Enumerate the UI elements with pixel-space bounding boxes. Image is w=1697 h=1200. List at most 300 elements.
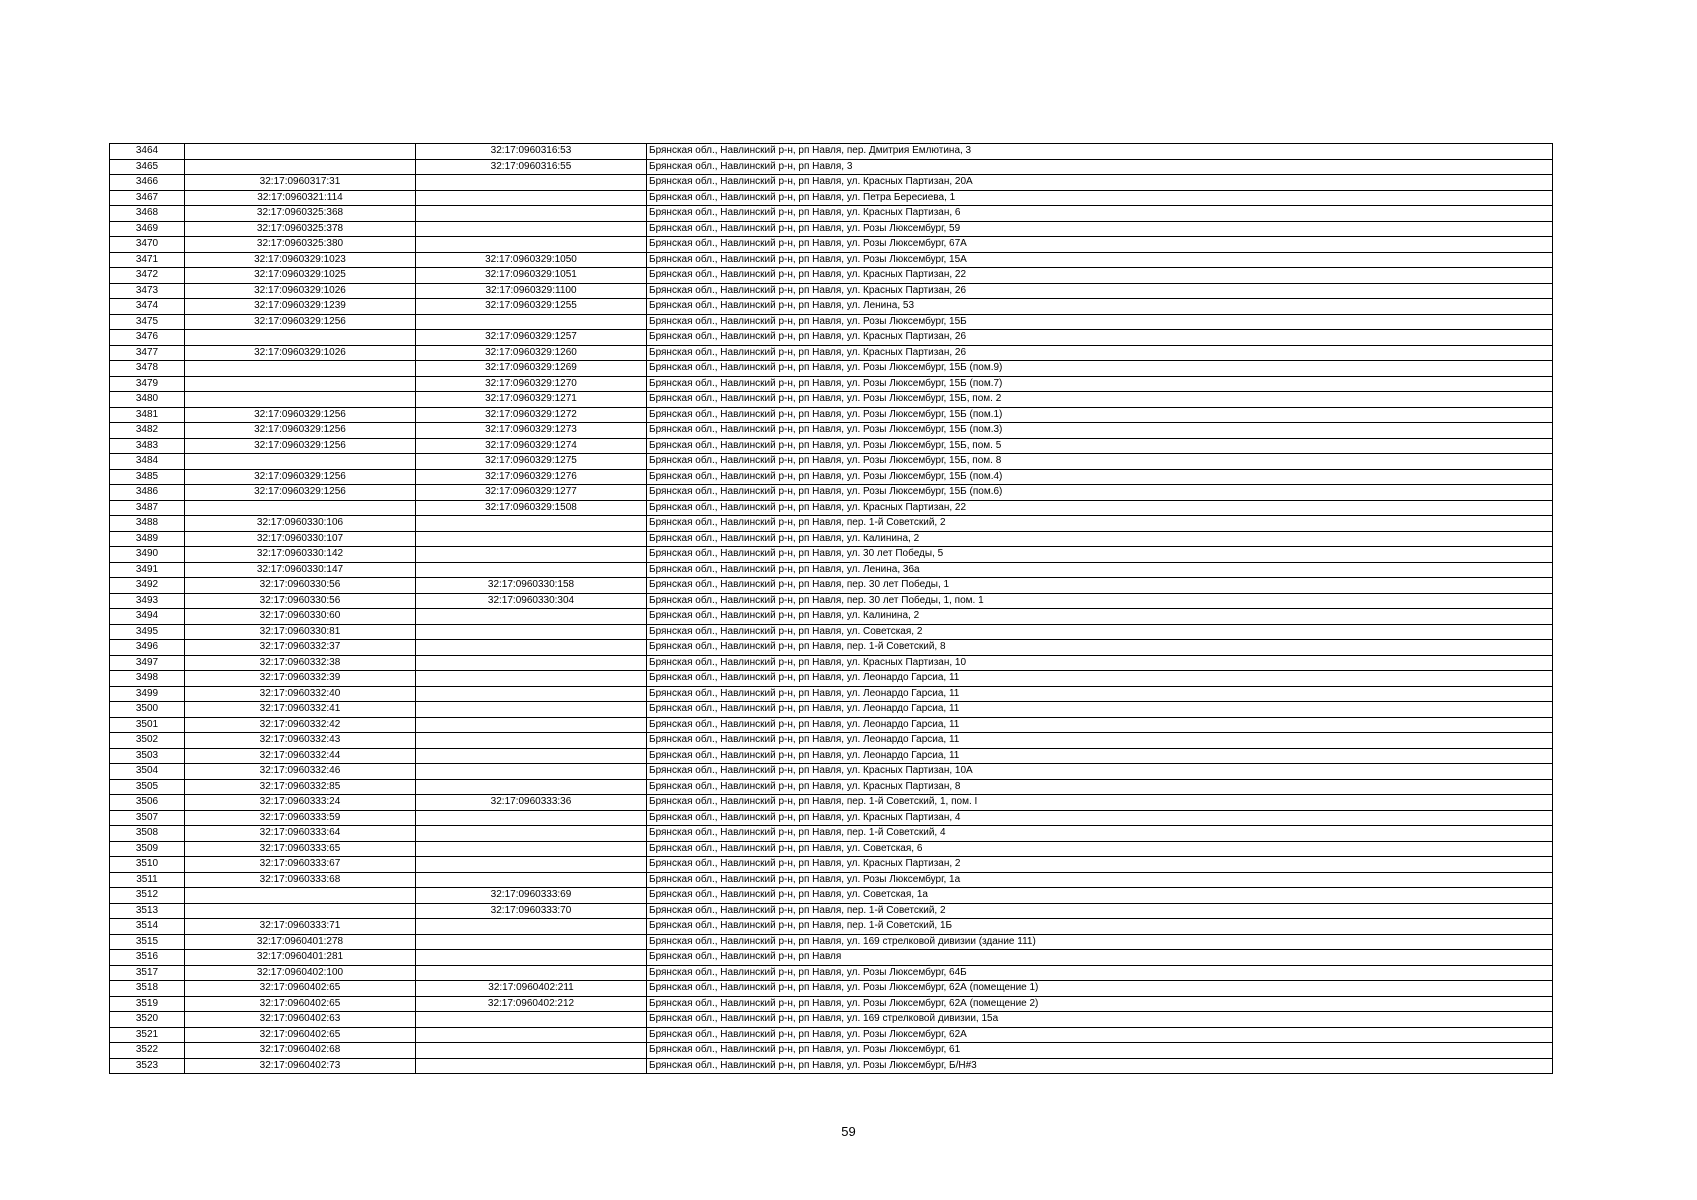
row-number-cell: 3511 [110, 872, 185, 888]
cadastral-number-object-cell: 32:17:0960333:69 [416, 888, 647, 904]
row-number-cell: 3497 [110, 655, 185, 671]
cadastral-number-land-cell: 32:17:0960329:1256 [185, 469, 416, 485]
cadastral-number-object-cell: 32:17:0960402:212 [416, 996, 647, 1012]
table-row [110, 841, 1553, 857]
address-cell: Брянская обл., Навлинский р-н, рп Навля, ул. Красных Партизан, 6 [647, 206, 1553, 222]
row-number-cell: 3491 [110, 562, 185, 578]
row-number-cell: 3501 [110, 717, 185, 733]
row-number-cell: 3495 [110, 624, 185, 640]
address-cell: Брянская обл., Навлинский р-н, рп Навля, ул. Леонардо Гарсиа, 11 [647, 717, 1553, 733]
address-cell: Брянская обл., Навлинский р-н, рп Навля, ул. Леонардо Гарсиа, 11 [647, 702, 1553, 718]
address-cell: Брянская обл., Навлинский р-н, рп Навля, ул. Красных Партизан, 10 [647, 655, 1553, 671]
cadastral-number-object-cell: 32:17:0960333:70 [416, 903, 647, 919]
cadastral-number-land-cell: 32:17:0960332:43 [185, 733, 416, 749]
address-cell: Брянская обл., Навлинский р-н, рп Навля, ул. Розы Люксембург, 15А [647, 252, 1553, 268]
cadastral-number-land-cell [185, 888, 416, 904]
table-row [110, 764, 1553, 780]
table-row [110, 438, 1553, 454]
cadastral-number-object-cell [416, 748, 647, 764]
row-number-cell: 3498 [110, 671, 185, 687]
row-number-cell: 3507 [110, 810, 185, 826]
cadastral-number-land-cell: 32:17:0960329:1023 [185, 252, 416, 268]
row-number-cell: 3506 [110, 795, 185, 811]
row-number-cell: 3518 [110, 981, 185, 997]
row-number-cell: 3490 [110, 547, 185, 563]
row-number-cell: 3517 [110, 965, 185, 981]
row-number-cell: 3487 [110, 500, 185, 516]
address-cell: Брянская обл., Навлинский р-н, рп Навля, ул. Советская, 1а [647, 888, 1553, 904]
cadastral-number-land-cell: 32:17:0960330:107 [185, 531, 416, 547]
cadastral-number-object-cell: 32:17:0960329:1100 [416, 283, 647, 299]
table-body [110, 144, 1553, 1074]
cadastral-number-object-cell: 32:17:0960329:1277 [416, 485, 647, 501]
table-row [110, 531, 1553, 547]
table-row [110, 454, 1553, 470]
cadastral-number-object-cell [416, 190, 647, 206]
cadastral-number-object-cell: 32:17:0960330:158 [416, 578, 647, 594]
cadastral-number-object-cell: 32:17:0960329:1270 [416, 376, 647, 392]
cadastral-number-land-cell [185, 500, 416, 516]
table-row [110, 919, 1553, 935]
row-number-cell: 3488 [110, 516, 185, 532]
address-cell: Брянская обл., Навлинский р-н, рп Навля, ул. Розы Люксембург, 62А [647, 1027, 1553, 1043]
row-number-cell: 3492 [110, 578, 185, 594]
table-row [110, 469, 1553, 485]
cadastral-number-land-cell [185, 361, 416, 377]
row-number-cell: 3480 [110, 392, 185, 408]
address-cell: Брянская обл., Навлинский р-н, рп Навля, ул. Красных Партизан, 26 [647, 330, 1553, 346]
cadastral-number-land-cell: 32:17:0960402:63 [185, 1012, 416, 1028]
cadastral-number-object-cell: 32:17:0960316:55 [416, 159, 647, 175]
table-row [110, 376, 1553, 392]
row-number-cell: 3472 [110, 268, 185, 284]
cadastral-number-land-cell: 32:17:0960401:278 [185, 934, 416, 950]
cadastral-number-land-cell: 32:17:0960333:24 [185, 795, 416, 811]
cadastral-number-object-cell [416, 1012, 647, 1028]
row-number-cell: 3471 [110, 252, 185, 268]
table-row [110, 888, 1553, 904]
cadastral-number-land-cell: 32:17:0960329:1025 [185, 268, 416, 284]
address-cell: Брянская обл., Навлинский р-н, рп Навля, ул. Розы Люксембург, 62А (помещение 1) [647, 981, 1553, 997]
table-row [110, 950, 1553, 966]
cadastral-number-object-cell: 32:17:0960316:53 [416, 144, 647, 160]
row-number-cell: 3523 [110, 1058, 185, 1074]
table-row [110, 159, 1553, 175]
address-cell: Брянская обл., Навлинский р-н, рп Навля, ул. Красных Партизан, 10А [647, 764, 1553, 780]
row-number-cell: 3512 [110, 888, 185, 904]
row-number-cell: 3503 [110, 748, 185, 764]
row-number-cell: 3469 [110, 221, 185, 237]
row-number-cell: 3513 [110, 903, 185, 919]
address-cell: Брянская обл., Навлинский р-н, рп Навля, ул. Розы Люксембург, 67А [647, 237, 1553, 253]
table-row [110, 175, 1553, 191]
cadastral-number-land-cell: 32:17:0960330:142 [185, 547, 416, 563]
address-cell: Брянская обл., Навлинский р-н, рп Навля, ул. Калинина, 2 [647, 609, 1553, 625]
address-cell: Брянская обл., Навлинский р-н, рп Навля, ул. Советская, 2 [647, 624, 1553, 640]
address-cell: Брянская обл., Навлинский р-н, рп Навля, пер. 1-й Советский, 2 [647, 516, 1553, 532]
row-number-cell: 3478 [110, 361, 185, 377]
cadastral-number-land-cell: 32:17:0960402:65 [185, 981, 416, 997]
cadastral-number-object-cell [416, 1058, 647, 1074]
cadastral-number-land-cell: 32:17:0960333:65 [185, 841, 416, 857]
address-cell: Брянская обл., Навлинский р-н, рп Навля, ул. Красных Партизан, 2 [647, 857, 1553, 873]
address-cell: Брянская обл., Навлинский р-н, рп Навля, 3 [647, 159, 1553, 175]
row-number-cell: 3494 [110, 609, 185, 625]
cadastral-number-object-cell [416, 950, 647, 966]
cadastral-number-land-cell: 32:17:0960329:1256 [185, 485, 416, 501]
row-number-cell: 3470 [110, 237, 185, 253]
cadastral-number-land-cell: 32:17:0960329:1256 [185, 407, 416, 423]
row-number-cell: 3475 [110, 314, 185, 330]
address-cell: Брянская обл., Навлинский р-н, рп Навля, ул. Розы Люксембург, 15Б [647, 314, 1553, 330]
cadastral-number-object-cell [416, 206, 647, 222]
cadastral-number-object-cell: 32:17:0960329:1274 [416, 438, 647, 454]
row-number-cell: 3468 [110, 206, 185, 222]
cadastral-number-object-cell: 32:17:0960329:1272 [416, 407, 647, 423]
table-row [110, 795, 1553, 811]
cadastral-number-land-cell: 32:17:0960402:65 [185, 996, 416, 1012]
row-number-cell: 3509 [110, 841, 185, 857]
address-cell: Брянская обл., Навлинский р-н, рп Навля, пер. 30 лет Победы, 1 [647, 578, 1553, 594]
address-cell: Брянская обл., Навлинский р-н, рп Навля, ул. Розы Люксембург, 1а [647, 872, 1553, 888]
row-number-cell: 3482 [110, 423, 185, 439]
cadastral-number-object-cell [416, 702, 647, 718]
table-row [110, 624, 1553, 640]
address-cell: Брянская обл., Навлинский р-н, рп Навля, пер. 1-й Советский, 8 [647, 640, 1553, 656]
address-cell: Брянская обл., Навлинский р-н, рп Навля, ул. Калинина, 2 [647, 531, 1553, 547]
row-number-cell: 3481 [110, 407, 185, 423]
address-cell: Брянская обл., Навлинский р-н, рп Навля, ул. Розы Люксембург, 62А (помещение 2) [647, 996, 1553, 1012]
row-number-cell: 3466 [110, 175, 185, 191]
cadastral-number-land-cell: 32:17:0960330:56 [185, 593, 416, 609]
cadastral-number-land-cell: 32:17:0960329:1239 [185, 299, 416, 315]
row-number-cell: 3474 [110, 299, 185, 315]
cadastral-number-object-cell [416, 717, 647, 733]
cadastral-number-object-cell [416, 671, 647, 687]
table-row [110, 1027, 1553, 1043]
row-number-cell: 3473 [110, 283, 185, 299]
cadastral-number-land-cell [185, 392, 416, 408]
cadastral-number-land-cell: 32:17:0960329:1026 [185, 345, 416, 361]
row-number-cell: 3496 [110, 640, 185, 656]
cadastral-number-object-cell: 32:17:0960333:36 [416, 795, 647, 811]
cadastral-number-object-cell [416, 516, 647, 532]
table-row [110, 826, 1553, 842]
cadastral-number-object-cell [416, 965, 647, 981]
address-cell: Брянская обл., Навлинский р-н, рп Навля, пер. 1-й Советский, 4 [647, 826, 1553, 842]
address-cell: Брянская обл., Навлинский р-н, рп Навля, ул. Красных Партизан, 22 [647, 268, 1553, 284]
cadastral-number-object-cell [416, 934, 647, 950]
row-number-cell: 3467 [110, 190, 185, 206]
cadastral-number-object-cell [416, 175, 647, 191]
address-cell: Брянская обл., Навлинский р-н, рп Навля, ул. Красных Партизан, 4 [647, 810, 1553, 826]
cadastral-number-object-cell: 32:17:0960329:1051 [416, 268, 647, 284]
address-cell: Брянская обл., Навлинский р-н, рп Навля, ул. Розы Люксембург, 15Б (пом.3) [647, 423, 1553, 439]
cadastral-number-land-cell: 32:17:0960330:81 [185, 624, 416, 640]
cadastral-number-land-cell: 32:17:0960332:42 [185, 717, 416, 733]
table-row [110, 981, 1553, 997]
table-row [110, 1012, 1553, 1028]
cadastral-table [109, 143, 1553, 1074]
table-row [110, 283, 1553, 299]
cadastral-number-land-cell: 32:17:0960332:40 [185, 686, 416, 702]
page-number: 59 [841, 1124, 856, 1139]
address-cell: Брянская обл., Навлинский р-н, рп Навля, ул. Леонардо Гарсиа, 11 [647, 686, 1553, 702]
address-cell: Брянская обл., Навлинский р-н, рп Навля, ул. 169 стрелковой дивизии (здание 111) [647, 934, 1553, 950]
table-row [110, 407, 1553, 423]
cadastral-number-object-cell [416, 733, 647, 749]
table-row [110, 206, 1553, 222]
cadastral-number-land-cell: 32:17:0960325:368 [185, 206, 416, 222]
table-row [110, 702, 1553, 718]
row-number-cell: 3499 [110, 686, 185, 702]
table-row [110, 671, 1553, 687]
cadastral-number-object-cell [416, 314, 647, 330]
row-number-cell: 3520 [110, 1012, 185, 1028]
cadastral-number-object-cell: 32:17:0960329:1276 [416, 469, 647, 485]
cadastral-number-object-cell: 32:17:0960329:1050 [416, 252, 647, 268]
cadastral-number-object-cell [416, 857, 647, 873]
address-cell: Брянская обл., Навлинский р-н, рп Навля, ул. Ленина, 36а [647, 562, 1553, 578]
row-number-cell: 3500 [110, 702, 185, 718]
address-cell: Брянская обл., Навлинский р-н, рп Навля, пер. 1-й Советский, 2 [647, 903, 1553, 919]
row-number-cell: 3484 [110, 454, 185, 470]
row-number-cell: 3464 [110, 144, 185, 160]
cadastral-number-object-cell [416, 640, 647, 656]
address-cell: Брянская обл., Навлинский р-н, рп Навля, ул. Красных Партизан, 20А [647, 175, 1553, 191]
table-row [110, 392, 1553, 408]
row-number-cell: 3514 [110, 919, 185, 935]
table-row [110, 190, 1553, 206]
address-cell: Брянская обл., Навлинский р-н, рп Навля [647, 950, 1553, 966]
row-number-cell: 3522 [110, 1043, 185, 1059]
table-row [110, 144, 1553, 160]
cadastral-number-object-cell [416, 919, 647, 935]
address-cell: Брянская обл., Навлинский р-н, рп Навля, пер. 1-й Советский, 1Б [647, 919, 1553, 935]
cadastral-number-land-cell: 32:17:0960325:380 [185, 237, 416, 253]
row-number-cell: 3483 [110, 438, 185, 454]
row-number-cell: 3504 [110, 764, 185, 780]
row-number-cell: 3502 [110, 733, 185, 749]
table-row [110, 717, 1553, 733]
address-cell: Брянская обл., Навлинский р-н, рп Навля, ул. Розы Люксембург, 59 [647, 221, 1553, 237]
address-cell: Брянская обл., Навлинский р-н, рп Навля, ул. Розы Люксембург, 15Б (пом.1) [647, 407, 1553, 423]
table-row [110, 810, 1553, 826]
address-cell: Брянская обл., Навлинский р-н, рп Навля, ул. 30 лет Победы, 5 [647, 547, 1553, 563]
table-row [110, 562, 1553, 578]
cadastral-number-land-cell: 32:17:0960332:41 [185, 702, 416, 718]
cadastral-number-land-cell: 32:17:0960332:85 [185, 779, 416, 795]
cadastral-number-object-cell [416, 810, 647, 826]
cadastral-number-object-cell [416, 221, 647, 237]
cadastral-number-land-cell [185, 144, 416, 160]
cadastral-number-land-cell: 32:17:0960333:71 [185, 919, 416, 935]
cadastral-number-object-cell: 32:17:0960329:1260 [416, 345, 647, 361]
row-number-cell: 3465 [110, 159, 185, 175]
cadastral-number-land-cell [185, 454, 416, 470]
table-row [110, 1043, 1553, 1059]
table-row [110, 314, 1553, 330]
cadastral-number-land-cell: 32:17:0960402:68 [185, 1043, 416, 1059]
address-cell: Брянская обл., Навлинский р-н, рп Навля, ул. Розы Люксембург, 64Б [647, 965, 1553, 981]
address-cell: Брянская обл., Навлинский р-н, рп Навля, ул. Петра Бересиева, 1 [647, 190, 1553, 206]
cadastral-number-land-cell: 32:17:0960329:1256 [185, 438, 416, 454]
cadastral-number-land-cell: 32:17:0960329:1256 [185, 423, 416, 439]
cadastral-number-object-cell [416, 764, 647, 780]
table-row [110, 299, 1553, 315]
table-row [110, 965, 1553, 981]
address-cell: Брянская обл., Навлинский р-н, рп Навля, ул. Красных Партизан, 26 [647, 283, 1553, 299]
cadastral-number-object-cell [416, 562, 647, 578]
cadastral-number-object-cell: 32:17:0960329:1257 [416, 330, 647, 346]
cadastral-number-object-cell [416, 686, 647, 702]
table-row [110, 500, 1553, 516]
cadastral-number-land-cell: 32:17:0960329:1256 [185, 314, 416, 330]
cadastral-number-land-cell: 32:17:0960402:65 [185, 1027, 416, 1043]
cadastral-number-object-cell: 32:17:0960329:1271 [416, 392, 647, 408]
cadastral-number-land-cell: 32:17:0960333:67 [185, 857, 416, 873]
table-row [110, 516, 1553, 532]
address-cell: Брянская обл., Навлинский р-н, рп Навля, пер. 1-й Советский, 1, пом. I [647, 795, 1553, 811]
table-row [110, 221, 1553, 237]
table-row [110, 686, 1553, 702]
row-number-cell: 3489 [110, 531, 185, 547]
address-cell: Брянская обл., Навлинский р-н, рп Навля, ул. Розы Люксембург, 15Б, пом. 8 [647, 454, 1553, 470]
cadastral-number-land-cell [185, 330, 416, 346]
cadastral-number-land-cell: 32:17:0960317:31 [185, 175, 416, 191]
table-row [110, 779, 1553, 795]
row-number-cell: 3508 [110, 826, 185, 842]
table-row [110, 485, 1553, 501]
cadastral-number-object-cell [416, 655, 647, 671]
cadastral-number-land-cell [185, 903, 416, 919]
table-row [110, 640, 1553, 656]
row-number-cell: 3476 [110, 330, 185, 346]
table-row [110, 330, 1553, 346]
address-cell: Брянская обл., Навлинский р-н, рп Навля, ул. Леонардо Гарсиа, 11 [647, 671, 1553, 687]
row-number-cell: 3493 [110, 593, 185, 609]
cadastral-number-land-cell: 32:17:0960330:56 [185, 578, 416, 594]
row-number-cell: 3510 [110, 857, 185, 873]
address-cell: Брянская обл., Навлинский р-н, рп Навля, ул. Леонардо Гарсиа, 11 [647, 748, 1553, 764]
cadastral-number-object-cell [416, 609, 647, 625]
address-cell: Брянская обл., Навлинский р-н, рп Навля, ул. Розы Люксембург, 61 [647, 1043, 1553, 1059]
cadastral-number-object-cell [416, 237, 647, 253]
cadastral-number-land-cell: 32:17:0960401:281 [185, 950, 416, 966]
address-cell: Брянская обл., Навлинский р-н, рп Навля, ул. Красных Партизан, 8 [647, 779, 1553, 795]
cadastral-number-land-cell: 32:17:0960330:106 [185, 516, 416, 532]
cadastral-number-land-cell: 32:17:0960325:378 [185, 221, 416, 237]
address-cell: Брянская обл., Навлинский р-н, рп Навля, ул. Красных Партизан, 26 [647, 345, 1553, 361]
cadastral-number-object-cell [416, 531, 647, 547]
cadastral-number-land-cell: 32:17:0960330:147 [185, 562, 416, 578]
address-cell: Брянская обл., Навлинский р-н, рп Навля, ул. Розы Люксембург, 15Б, пом. 5 [647, 438, 1553, 454]
address-cell: Брянская обл., Навлинский р-н, рп Навля, ул. Розы Люксембург, 15Б (пом.4) [647, 469, 1553, 485]
row-number-cell: 3479 [110, 376, 185, 392]
table-row [110, 934, 1553, 950]
address-cell: Брянская обл., Навлинский р-н, рп Навля, пер. 30 лет Победы, 1, пом. 1 [647, 593, 1553, 609]
table-row [110, 872, 1553, 888]
address-cell: Брянская обл., Навлинский р-н, рп Навля, ул. Советская, 6 [647, 841, 1553, 857]
cadastral-number-object-cell: 32:17:0960329:1275 [416, 454, 647, 470]
cadastral-number-land-cell [185, 376, 416, 392]
cadastral-number-object-cell [416, 779, 647, 795]
table-row [110, 361, 1553, 377]
cadastral-number-object-cell [416, 624, 647, 640]
address-cell: Брянская обл., Навлинский р-н, рп Навля, ул. Розы Люксембург, 15Б (пом.6) [647, 485, 1553, 501]
cadastral-number-land-cell: 32:17:0960332:44 [185, 748, 416, 764]
address-cell: Брянская обл., Навлинский р-н, рп Навля, ул. Красных Партизан, 22 [647, 500, 1553, 516]
cadastral-number-land-cell: 32:17:0960333:59 [185, 810, 416, 826]
cadastral-number-land-cell: 32:17:0960402:100 [185, 965, 416, 981]
cadastral-number-land-cell: 32:17:0960332:37 [185, 640, 416, 656]
address-cell: Брянская обл., Навлинский р-н, рп Навля, ул. Розы Люксембург, 15Б, пом. 2 [647, 392, 1553, 408]
address-cell: Брянская обл., Навлинский р-н, рп Навля, ул. 169 стрелковой дивизии, 15а [647, 1012, 1553, 1028]
cadastral-number-land-cell [185, 159, 416, 175]
address-cell: Брянская обл., Навлинский р-н, рп Навля, ул. Розы Люксембург, 15Б (пом.9) [647, 361, 1553, 377]
row-number-cell: 3477 [110, 345, 185, 361]
table-row [110, 578, 1553, 594]
row-number-cell: 3516 [110, 950, 185, 966]
table-row [110, 268, 1553, 284]
cadastral-number-object-cell [416, 547, 647, 563]
row-number-cell: 3521 [110, 1027, 185, 1043]
cadastral-number-object-cell [416, 1027, 647, 1043]
cadastral-number-object-cell: 32:17:0960330:304 [416, 593, 647, 609]
cadastral-number-land-cell: 32:17:0960329:1026 [185, 283, 416, 299]
address-cell: Брянская обл., Навлинский р-н, рп Навля, ул. Розы Люксембург, Б/Н#3 [647, 1058, 1553, 1074]
cadastral-number-object-cell: 32:17:0960402:211 [416, 981, 647, 997]
row-number-cell: 3486 [110, 485, 185, 501]
table-row [110, 996, 1553, 1012]
table-row [110, 903, 1553, 919]
table-row [110, 547, 1553, 563]
row-number-cell: 3505 [110, 779, 185, 795]
cadastral-number-land-cell: 32:17:0960330:60 [185, 609, 416, 625]
address-cell: Брянская обл., Навлинский р-н, рп Навля, ул. Леонардо Гарсиа, 11 [647, 733, 1553, 749]
table-row [110, 252, 1553, 268]
table-row [110, 237, 1553, 253]
table-row [110, 423, 1553, 439]
row-number-cell: 3515 [110, 934, 185, 950]
cadastral-number-object-cell [416, 872, 647, 888]
table-row [110, 857, 1553, 873]
row-number-cell: 3485 [110, 469, 185, 485]
cadastral-number-object-cell [416, 1043, 647, 1059]
cadastral-number-object-cell: 32:17:0960329:1508 [416, 500, 647, 516]
cadastral-number-land-cell: 32:17:0960321:114 [185, 190, 416, 206]
table-row [110, 748, 1553, 764]
table-row [110, 345, 1553, 361]
address-cell: Брянская обл., Навлинский р-н, рп Навля, ул. Розы Люксембург, 15Б (пом.7) [647, 376, 1553, 392]
cadastral-number-object-cell [416, 841, 647, 857]
cadastral-number-object-cell: 32:17:0960329:1269 [416, 361, 647, 377]
address-cell: Брянская обл., Навлинский р-н, рп Навля, ул. Ленина, 53 [647, 299, 1553, 315]
row-number-cell: 3519 [110, 996, 185, 1012]
cadastral-number-object-cell: 32:17:0960329:1273 [416, 423, 647, 439]
address-cell: Брянская обл., Навлинский р-н, рп Навля, пер. Дмитрия Емлютина, 3 [647, 144, 1553, 160]
cadastral-number-land-cell: 32:17:0960333:64 [185, 826, 416, 842]
cadastral-number-land-cell: 32:17:0960332:39 [185, 671, 416, 687]
cadastral-number-object-cell: 32:17:0960329:1255 [416, 299, 647, 315]
table-row [110, 593, 1553, 609]
table-row [110, 609, 1553, 625]
table-row [110, 733, 1553, 749]
cadastral-number-land-cell: 32:17:0960402:73 [185, 1058, 416, 1074]
table-row [110, 1058, 1553, 1074]
cadastral-number-land-cell: 32:17:0960332:46 [185, 764, 416, 780]
cadastral-number-land-cell: 32:17:0960333:68 [185, 872, 416, 888]
